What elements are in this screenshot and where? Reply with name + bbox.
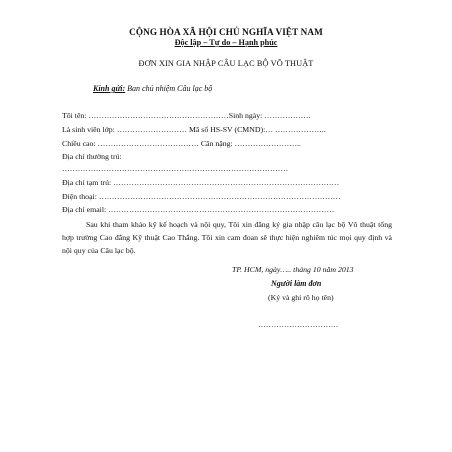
- birth-blank[interactable]: ………………: [264, 111, 312, 120]
- height-blank[interactable]: …………………………………: [97, 139, 199, 148]
- birth-label: Sinh ngày:: [228, 111, 263, 120]
- class-label: Là sinh viên lớp:: [62, 125, 115, 134]
- height-label: Chiều cao:: [62, 139, 96, 148]
- permanent-address-label: Địa chỉ thường trú:: [62, 152, 122, 161]
- email-row: [62, 205, 334, 214]
- temp-address-row: [62, 178, 339, 187]
- class-row: [62, 125, 326, 134]
- national-motto: Độc lập – Tự do – Hạnh phúc: [174, 38, 278, 47]
- height-row: [62, 139, 301, 148]
- student-id-label: Mã số HS-SV (CMND):: [188, 125, 266, 134]
- email-blank[interactable]: ……………………………………………………………………………: [108, 205, 335, 214]
- permanent-address-blank[interactable]: ……………………………………………………………………………: [62, 164, 289, 173]
- email-label: Địa chỉ email:: [62, 205, 107, 214]
- document-title: ĐƠN XIN GIA NHẬP CÂU LẠC BỘ VÕ THUẬT: [138, 59, 314, 68]
- addressee-value: Ban chủ nhiệm Câu lạc bộ: [127, 84, 213, 93]
- name-blank[interactable]: ………………………………………………: [88, 111, 229, 120]
- student-id-blank[interactable]: … ………………..: [265, 125, 326, 134]
- phone-row: [62, 192, 341, 201]
- temp-address-label: Địa chỉ tạm trú:: [62, 178, 112, 187]
- name-row: [62, 111, 311, 120]
- phone-label: Điện thoại:: [62, 192, 97, 201]
- temp-address-blank[interactable]: ……………………………………………………………………………: [113, 178, 340, 187]
- addressee-label: Kính gửi:: [93, 84, 126, 93]
- signer-title: Người làm đơn: [271, 279, 322, 288]
- class-blank[interactable]: ………………………: [116, 125, 187, 134]
- weight-label: Cân nặng:: [200, 139, 233, 148]
- date-line: TP. HCM, ngày….. tháng 10 năm 2013: [232, 265, 354, 274]
- phone-blank[interactable]: …………………………………………………………………………………: [98, 192, 341, 201]
- weight-blank[interactable]: ……………………..: [234, 139, 301, 148]
- name-label: Tôi tên:: [62, 111, 87, 120]
- national-title: CỘNG HÒA XÃ HỘI CHỦ NGHĨA VIỆT NAM: [129, 27, 323, 37]
- addressee-line: [93, 84, 212, 93]
- signer-note: (Ký và ghi rõ họ tên): [268, 293, 334, 302]
- signature-blank[interactable]: ………………………….: [258, 320, 338, 329]
- body-paragraph: Sau khi tham khảo kỹ kế hoạch và nội quy, Tôi xin đăng ký gia nhập câu lạc bộ Võ thuật tổng hợp trường Cao đẳng Kỹ thuật Cao Thắng. Tôi xin cam đoan sẽ thực hiện nghiêm túc mọi quy định và nội quy của Câu lạc bộ.: [62, 220, 392, 256]
